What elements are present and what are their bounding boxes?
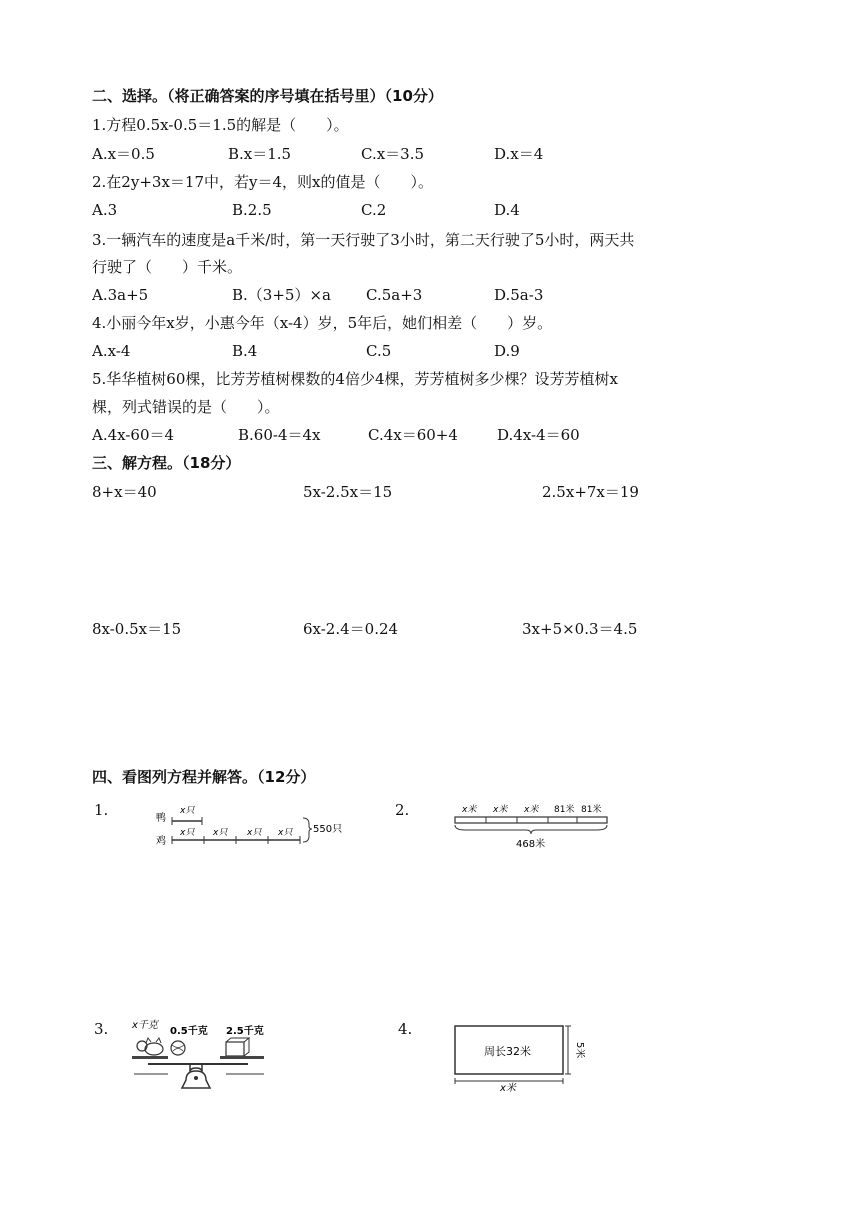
problem4-number: 4. [398,1020,413,1038]
total-550-label: 550只 [313,824,343,835]
q2-text: 2.在2y+3x＝17中，若y＝4，则x的值是（ ）。 [92,173,433,191]
cat-weight-label: x千克 [132,1020,158,1031]
q1-option-a: A.x＝0.5 [92,145,155,163]
equation-2: 5x-2.5x＝15 [303,483,393,501]
balance-scale-diagram [128,1016,278,1096]
segment-81-label-2: 81米 [581,805,602,815]
q2-option-c: C.2 [361,201,387,219]
height-label: 5米 [574,1042,585,1059]
equation-5: 6x-2.4＝0.24 [303,620,399,638]
q4-option-b: B.4 [232,342,258,360]
q1-text: 1.方程0.5x-0.5＝1.5的解是（ ）。 [92,116,349,134]
q4-option-a: A.x-4 [92,342,131,360]
segment-x-label-3: x米 [524,805,539,815]
equation-6: 3x+5×0.3＝4.5 [522,620,638,638]
q2-option-d: D.4 [494,201,520,219]
cat-icon [137,1038,163,1055]
q3-option-c: C.5a+3 [366,286,423,304]
q3-text-line2: 行驶了（ ）千米。 [92,258,243,276]
duck-chicken-diagram [150,802,360,850]
box-weight-label: 2.5千克 [226,1026,264,1037]
q5-text-line2: 棵，列式错误的是（ ）。 [92,398,280,416]
q3-option-b: B.（3+5）×a [232,286,331,304]
section4-title: 四、看图列方程并解答。（12分） [92,768,316,786]
section2-title: 二、选择。（将正确答案的序号填在括号里）（10分） [92,87,443,105]
q3-option-a: A.3a+5 [92,286,149,304]
ball-icon [171,1041,185,1055]
equation-3: 2.5x+7x＝19 [542,483,639,501]
chicken-label: 鸡 [156,836,166,847]
width-label: x米 [500,1083,516,1092]
q5-option-a: A.4x-60＝4 [92,426,175,444]
ball-weight-label: 0.5千克 [170,1026,208,1037]
perimeter-label: 周长32米 [484,1045,531,1058]
rectangle-diagram [450,1020,585,1092]
section3-title: 三、解方程。（18分） [92,454,241,472]
q5-option-b: B.60-4＝4x [238,426,321,444]
q3-option-d: D.5a-3 [494,286,544,304]
duck-label: 鸭 [156,813,166,824]
length-diagram [450,800,620,852]
problem1-number: 1. [94,801,109,819]
q4-option-c: C.5 [366,342,392,360]
equation-1: 8+x＝40 [92,483,157,501]
q5-option-c: C.4x＝60+4 [368,426,458,444]
q4-option-d: D.9 [494,342,520,360]
q2-option-a: A.3 [92,201,118,219]
q5-option-d: D.4x-4＝60 [497,426,580,444]
q4-text: 4.小丽今年x岁，小惠今年（x-4）岁，5年后，她们相差（ ）岁。 [92,314,553,332]
segment-81-label-1: 81米 [554,805,575,815]
equation-4: 8x-0.5x＝15 [92,620,182,638]
segment-x-label-2: x米 [493,805,508,815]
box-icon [226,1038,249,1056]
chicken-unit-label-4: x只 [278,828,293,838]
q5-text-line1: 5.华华植树60棵，比芳芳植树棵数的4倍少4棵，芳芳植树多少棵？设芳芳植树x [92,370,618,388]
total-468-label: 468米 [516,839,546,850]
problem2-number: 2. [395,801,410,819]
chicken-unit-label-2: x只 [213,828,228,838]
duck-unit-label: x只 [180,806,195,816]
q1-option-d: D.x＝4 [494,145,544,163]
chicken-unit-label-1: x只 [180,828,195,838]
q3-text-line1: 3.一辆汽车的速度是a千米/时，第一天行驶了3小时，第二天行驶了5小时，两天共 [92,231,635,249]
chicken-unit-label-3: x只 [247,828,262,838]
q1-option-b: B.x＝1.5 [228,145,292,163]
problem3-number: 3. [94,1020,109,1038]
segment-x-label-1: x米 [462,805,477,815]
q1-option-c: C.x＝3.5 [361,145,425,163]
q2-option-b: B.2.5 [232,201,272,219]
